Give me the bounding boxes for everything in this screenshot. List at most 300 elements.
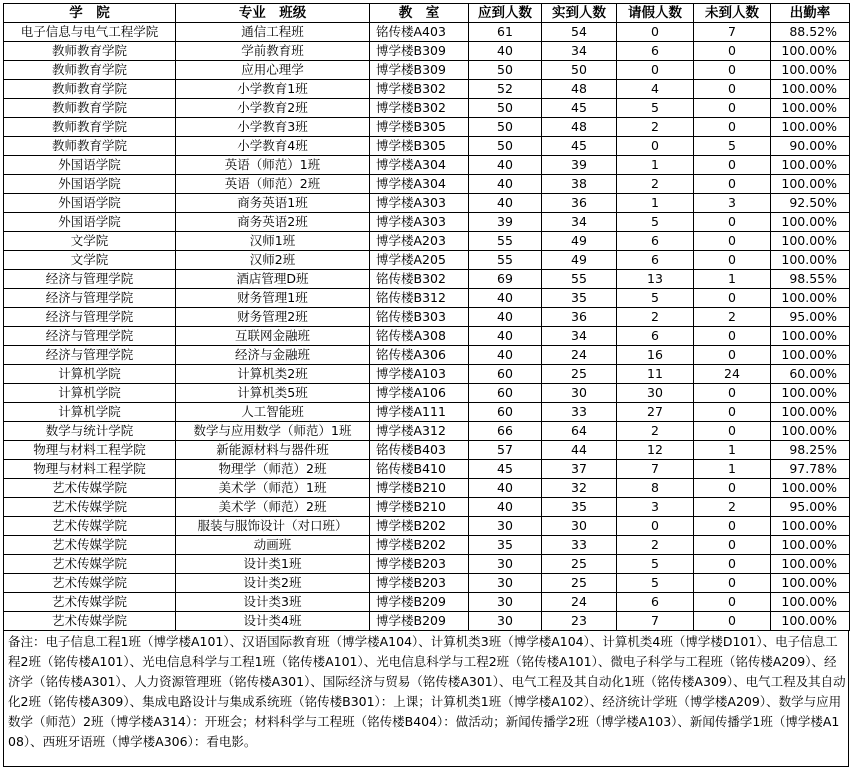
cell-expected: 40 [469,498,542,517]
cell-classroom: 博学楼B302 [370,80,469,99]
remarks-note: 备注：电子信息工程1班（博学楼A101）、汉语国际教育班（博学楼A104）、计算机类3班（博学楼A104）、计算机类4班（博学楼D101）、电子信息工程2班（铭传楼A101）、光电信息科学与工程1班（铭传楼A101）、光电信息科学与工程2班（铭传楼A101）、微电子科学与工程班（铭传楼A209）、经济学（铭传楼A301）、人力资源管理班（铭传楼A301）、国际经济与贸易（铭传楼A301）、电气工程及其自动化1班（铭传楼A309）、电气工程及其自动化2班（铭传楼A309）、集成电路设计与集成系统班（铭传楼B301）：上课；计算机类1班（博学楼A102）、经济统计学班（博学楼A209）、数学与应用数学（师范）2班（博学楼A314）：开班会；材料科学与工程班（铭传楼B404）：做活动；新闻传播学2班（博学楼A103）、新闻传播学1班（博学楼A108）、西班牙语班（博学楼A306）：看电影。 [3,630,849,767]
cell-college: 外国语学院 [4,175,176,194]
header-absent: 未到人数 [694,4,771,23]
cell-rate: 95.00% [771,498,850,517]
cell-absent: 0 [694,156,771,175]
cell-college: 计算机学院 [4,403,176,422]
cell-leave: 1 [617,194,694,213]
table-row [4,137,850,156]
cell-absent: 3 [694,194,771,213]
cell-present: 54 [542,23,617,42]
cell-present: 24 [542,593,617,612]
cell-absent: 0 [694,99,771,118]
cell-present: 32 [542,479,617,498]
cell-absent: 0 [694,232,771,251]
cell-present: 49 [542,251,617,270]
cell-rate: 100.00% [771,175,850,194]
cell-college: 教师教育学院 [4,118,176,137]
cell-expected: 30 [469,612,542,631]
cell-present: 25 [542,574,617,593]
cell-classroom: 铭传楼A403 [370,23,469,42]
cell-class: 美术学（师范）2班 [176,498,370,517]
cell-expected: 50 [469,99,542,118]
table-row [4,346,850,365]
cell-rate: 100.00% [771,99,850,118]
cell-present: 55 [542,270,617,289]
cell-rate: 98.55% [771,270,850,289]
cell-college: 文学院 [4,232,176,251]
table-row [4,574,850,593]
cell-absent: 0 [694,536,771,555]
cell-leave: 2 [617,308,694,327]
cell-college: 电子信息与电气工程学院 [4,23,176,42]
table-row [4,289,850,308]
cell-rate: 95.00% [771,308,850,327]
cell-classroom: 博学楼A303 [370,194,469,213]
cell-class: 小学教育2班 [176,99,370,118]
table-row [4,270,850,289]
cell-class: 设计类1班 [176,555,370,574]
cell-classroom: 铭传楼A308 [370,327,469,346]
cell-rate: 100.00% [771,403,850,422]
cell-leave: 2 [617,118,694,137]
cell-class: 设计类3班 [176,593,370,612]
cell-class: 财务管理1班 [176,289,370,308]
table-row [4,156,850,175]
cell-college: 艺术传媒学院 [4,593,176,612]
table-row [4,422,850,441]
table-row [4,441,850,460]
cell-present: 30 [542,517,617,536]
cell-expected: 50 [469,118,542,137]
header-present: 实到人数 [542,4,617,23]
cell-absent: 7 [694,23,771,42]
attendance-table [3,3,850,631]
cell-classroom: 博学楼B305 [370,137,469,156]
cell-class: 汉师1班 [176,232,370,251]
cell-class: 设计类2班 [176,574,370,593]
cell-college: 外国语学院 [4,213,176,232]
cell-leave: 30 [617,384,694,403]
cell-classroom: 博学楼B210 [370,479,469,498]
cell-leave: 11 [617,365,694,384]
header-college: 学 院 [4,4,176,23]
cell-leave: 1 [617,156,694,175]
cell-class: 小学教育1班 [176,80,370,99]
cell-present: 24 [542,346,617,365]
table-row [4,175,850,194]
cell-class: 动画班 [176,536,370,555]
cell-absent: 0 [694,213,771,232]
table-row [4,308,850,327]
cell-expected: 52 [469,80,542,99]
cell-rate: 88.52% [771,23,850,42]
header-leave: 请假人数 [617,4,694,23]
cell-college: 教师教育学院 [4,61,176,80]
table-row [4,194,850,213]
header-rate: 出勤率 [771,4,850,23]
cell-college: 经济与管理学院 [4,327,176,346]
cell-present: 48 [542,80,617,99]
table-row [4,365,850,384]
cell-present: 45 [542,137,617,156]
cell-present: 23 [542,612,617,631]
cell-rate: 92.50% [771,194,850,213]
cell-college: 物理与材料工程学院 [4,441,176,460]
cell-classroom: 博学楼A304 [370,175,469,194]
cell-rate: 98.25% [771,441,850,460]
cell-leave: 4 [617,80,694,99]
cell-rate: 100.00% [771,593,850,612]
cell-rate: 100.00% [771,574,850,593]
cell-classroom: 博学楼A103 [370,365,469,384]
cell-class: 经济与金融班 [176,346,370,365]
cell-class: 物理学（师范）2班 [176,460,370,479]
cell-absent: 0 [694,175,771,194]
cell-present: 33 [542,536,617,555]
table-body [4,23,850,631]
cell-absent: 0 [694,555,771,574]
cell-college: 经济与管理学院 [4,289,176,308]
cell-present: 45 [542,99,617,118]
cell-absent: 0 [694,612,771,631]
cell-classroom: 博学楼A303 [370,213,469,232]
cell-classroom: 博学楼B203 [370,555,469,574]
header-row [4,4,850,23]
cell-rate: 100.00% [771,118,850,137]
cell-absent: 0 [694,118,771,137]
cell-rate: 100.00% [771,517,850,536]
cell-leave: 6 [617,327,694,346]
cell-college: 经济与管理学院 [4,308,176,327]
cell-absent: 1 [694,441,771,460]
table-row [4,23,850,42]
cell-class: 商务英语2班 [176,213,370,232]
cell-college: 艺术传媒学院 [4,612,176,631]
cell-rate: 100.00% [771,80,850,99]
cell-expected: 30 [469,517,542,536]
cell-present: 39 [542,156,617,175]
cell-class: 小学教育3班 [176,118,370,137]
cell-present: 38 [542,175,617,194]
cell-rate: 100.00% [771,384,850,403]
table-row [4,536,850,555]
cell-expected: 66 [469,422,542,441]
cell-leave: 5 [617,289,694,308]
cell-expected: 39 [469,213,542,232]
cell-college: 教师教育学院 [4,99,176,118]
cell-class: 学前教育班 [176,42,370,61]
cell-classroom: 铭传楼A306 [370,346,469,365]
cell-absent: 0 [694,403,771,422]
cell-leave: 0 [617,137,694,156]
cell-leave: 6 [617,232,694,251]
cell-present: 44 [542,441,617,460]
cell-class: 美术学（师范）1班 [176,479,370,498]
cell-college: 教师教育学院 [4,42,176,61]
cell-expected: 57 [469,441,542,460]
cell-absent: 0 [694,593,771,612]
cell-classroom: 博学楼B305 [370,118,469,137]
cell-absent: 5 [694,137,771,156]
cell-leave: 6 [617,42,694,61]
cell-rate: 100.00% [771,232,850,251]
cell-college: 艺术传媒学院 [4,536,176,555]
cell-leave: 27 [617,403,694,422]
cell-absent: 0 [694,327,771,346]
cell-absent: 0 [694,80,771,99]
cell-class: 互联网金融班 [176,327,370,346]
header-class: 专业 班级 [176,4,370,23]
cell-present: 34 [542,327,617,346]
cell-leave: 5 [617,555,694,574]
cell-absent: 0 [694,61,771,80]
cell-class: 英语（师范）2班 [176,175,370,194]
table-row [4,232,850,251]
table-row [4,42,850,61]
cell-classroom: 铭传楼B312 [370,289,469,308]
cell-classroom: 博学楼B203 [370,574,469,593]
cell-leave: 0 [617,517,694,536]
cell-classroom: 博学楼B309 [370,42,469,61]
cell-leave: 0 [617,23,694,42]
cell-rate: 100.00% [771,213,850,232]
cell-leave: 3 [617,498,694,517]
cell-rate: 100.00% [771,327,850,346]
cell-absent: 1 [694,460,771,479]
cell-classroom: 博学楼B209 [370,612,469,631]
cell-rate: 100.00% [771,42,850,61]
cell-college: 经济与管理学院 [4,346,176,365]
cell-present: 64 [542,422,617,441]
cell-expected: 60 [469,403,542,422]
cell-expected: 60 [469,365,542,384]
cell-expected: 40 [469,42,542,61]
cell-leave: 16 [617,346,694,365]
cell-class: 酒店管理D班 [176,270,370,289]
table-row [4,460,850,479]
cell-class: 小学教育4班 [176,137,370,156]
cell-leave: 0 [617,61,694,80]
cell-class: 应用心理学 [176,61,370,80]
cell-present: 33 [542,403,617,422]
cell-present: 49 [542,232,617,251]
cell-classroom: 博学楼B309 [370,61,469,80]
cell-rate: 100.00% [771,479,850,498]
cell-class: 人工智能班 [176,403,370,422]
table-row [4,517,850,536]
cell-college: 艺术传媒学院 [4,517,176,536]
cell-absent: 0 [694,289,771,308]
cell-expected: 30 [469,593,542,612]
cell-leave: 5 [617,99,694,118]
cell-expected: 40 [469,175,542,194]
cell-leave: 13 [617,270,694,289]
cell-classroom: 铭传楼B403 [370,441,469,460]
cell-rate: 100.00% [771,61,850,80]
cell-leave: 7 [617,460,694,479]
cell-classroom: 博学楼A111 [370,403,469,422]
cell-expected: 61 [469,23,542,42]
cell-expected: 40 [469,346,542,365]
table-row [4,403,850,422]
cell-class: 计算机类2班 [176,365,370,384]
header-classroom: 教 室 [370,4,469,23]
cell-class: 汉师2班 [176,251,370,270]
cell-college: 艺术传媒学院 [4,574,176,593]
cell-present: 36 [542,308,617,327]
cell-present: 48 [542,118,617,137]
cell-classroom: 博学楼A304 [370,156,469,175]
cell-expected: 55 [469,251,542,270]
cell-class: 新能源材料与器件班 [176,441,370,460]
cell-leave: 7 [617,612,694,631]
cell-college: 数学与统计学院 [4,422,176,441]
cell-absent: 0 [694,42,771,61]
cell-college: 计算机学院 [4,365,176,384]
cell-rate: 97.78% [771,460,850,479]
cell-rate: 100.00% [771,156,850,175]
cell-expected: 40 [469,289,542,308]
cell-absent: 0 [694,346,771,365]
cell-class: 设计类4班 [176,612,370,631]
table-row [4,327,850,346]
cell-rate: 90.00% [771,137,850,156]
cell-classroom: 铭传楼B302 [370,270,469,289]
cell-class: 商务英语1班 [176,194,370,213]
cell-class: 英语（师范）1班 [176,156,370,175]
cell-classroom: 博学楼B202 [370,536,469,555]
cell-rate: 100.00% [771,251,850,270]
cell-class: 财务管理2班 [176,308,370,327]
cell-college: 艺术传媒学院 [4,498,176,517]
cell-absent: 0 [694,422,771,441]
cell-expected: 40 [469,327,542,346]
table-row [4,498,850,517]
cell-rate: 60.00% [771,365,850,384]
cell-expected: 40 [469,479,542,498]
cell-rate: 100.00% [771,612,850,631]
table-row [4,99,850,118]
cell-absent: 24 [694,365,771,384]
cell-class: 服装与服饰设计（对口班） [176,517,370,536]
cell-expected: 30 [469,574,542,593]
cell-present: 30 [542,384,617,403]
cell-college: 经济与管理学院 [4,270,176,289]
cell-rate: 100.00% [771,422,850,441]
cell-present: 34 [542,42,617,61]
cell-expected: 60 [469,384,542,403]
cell-college: 物理与材料工程学院 [4,460,176,479]
cell-rate: 100.00% [771,536,850,555]
cell-college: 艺术传媒学院 [4,479,176,498]
cell-expected: 45 [469,460,542,479]
cell-expected: 35 [469,536,542,555]
cell-rate: 100.00% [771,289,850,308]
cell-leave: 5 [617,574,694,593]
table-row [4,213,850,232]
cell-present: 25 [542,365,617,384]
cell-expected: 30 [469,555,542,574]
cell-leave: 8 [617,479,694,498]
cell-absent: 0 [694,384,771,403]
table-row [4,384,850,403]
cell-classroom: 博学楼A205 [370,251,469,270]
table-row [4,593,850,612]
cell-classroom: 铭传楼B303 [370,308,469,327]
cell-leave: 2 [617,175,694,194]
cell-rate: 100.00% [771,346,850,365]
cell-leave: 6 [617,593,694,612]
table-row [4,479,850,498]
cell-absent: 0 [694,479,771,498]
table-row [4,612,850,631]
cell-college: 外国语学院 [4,156,176,175]
cell-classroom: 博学楼B202 [370,517,469,536]
cell-classroom: 博学楼A312 [370,422,469,441]
cell-classroom: 博学楼B210 [370,498,469,517]
cell-absent: 1 [694,270,771,289]
header-expected: 应到人数 [469,4,542,23]
cell-absent: 0 [694,517,771,536]
cell-present: 36 [542,194,617,213]
cell-classroom: 铭传楼B410 [370,460,469,479]
cell-classroom: 博学楼A106 [370,384,469,403]
cell-present: 25 [542,555,617,574]
cell-class: 计算机类5班 [176,384,370,403]
cell-absent: 2 [694,498,771,517]
cell-present: 37 [542,460,617,479]
cell-college: 教师教育学院 [4,80,176,99]
table-row [4,555,850,574]
cell-leave: 12 [617,441,694,460]
cell-present: 50 [542,61,617,80]
cell-expected: 50 [469,137,542,156]
cell-absent: 0 [694,574,771,593]
cell-college: 艺术传媒学院 [4,555,176,574]
table-row [4,251,850,270]
cell-classroom: 博学楼A203 [370,232,469,251]
table-row [4,80,850,99]
cell-class: 数学与应用数学（师范）1班 [176,422,370,441]
cell-class: 通信工程班 [176,23,370,42]
cell-college: 外国语学院 [4,194,176,213]
cell-present: 34 [542,213,617,232]
cell-expected: 40 [469,194,542,213]
table-row [4,61,850,80]
cell-classroom: 博学楼B302 [370,99,469,118]
table-row [4,118,850,137]
cell-leave: 2 [617,536,694,555]
cell-expected: 69 [469,270,542,289]
cell-expected: 40 [469,308,542,327]
cell-classroom: 博学楼B209 [370,593,469,612]
cell-college: 文学院 [4,251,176,270]
cell-present: 35 [542,498,617,517]
cell-expected: 50 [469,61,542,80]
cell-expected: 40 [469,156,542,175]
cell-college: 教师教育学院 [4,137,176,156]
cell-absent: 0 [694,251,771,270]
cell-leave: 2 [617,422,694,441]
cell-expected: 55 [469,232,542,251]
cell-absent: 2 [694,308,771,327]
cell-leave: 6 [617,251,694,270]
cell-college: 计算机学院 [4,384,176,403]
cell-present: 35 [542,289,617,308]
cell-rate: 100.00% [771,555,850,574]
cell-leave: 5 [617,213,694,232]
